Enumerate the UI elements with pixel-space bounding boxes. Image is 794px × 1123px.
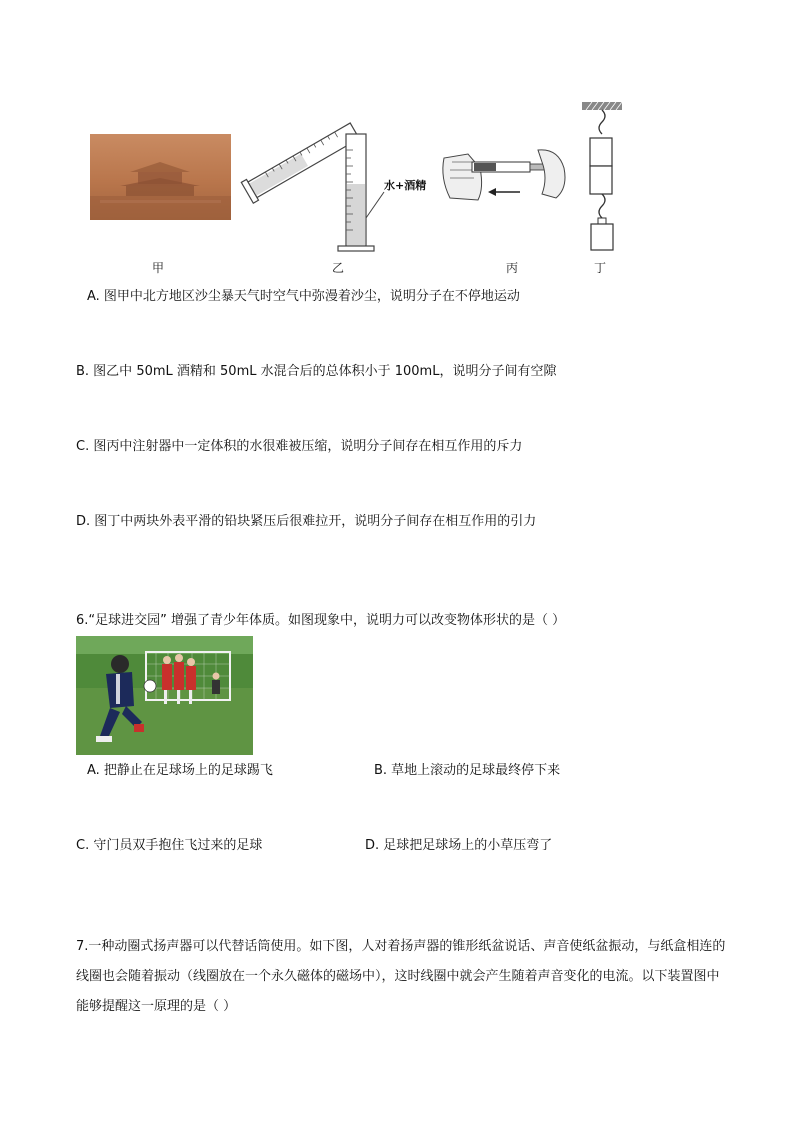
figure-label-ding: 丁 xyxy=(594,261,607,275)
q5-option-c: C. 图丙中注射器中一定体积的水很难被压缩，说明分子间存在相互作用的斥力 xyxy=(76,439,523,454)
q6-option-d: D. 足球把足球场上的小草压弯了 xyxy=(365,838,553,853)
figure-ding-lead-blocks xyxy=(578,100,626,256)
q6-stem: 6.“足球进交园” 增强了青少年体质。如图现象中，说明力可以改变物体形状的是（ ） xyxy=(76,613,566,628)
figure-jia-sandstorm-photo xyxy=(90,134,231,220)
q5-option-a: A. 图甲中北方地区沙尘暴天气时空气中弥漫着沙尘，说明分子在不停地运动 xyxy=(87,289,520,304)
figure-label-jia: 甲 xyxy=(152,261,165,275)
figure-label-bing: 丙 xyxy=(506,261,519,275)
q6-option-c: C. 守门员双手抱住飞过来的足球 xyxy=(76,838,263,853)
figure-label-yi: 乙 xyxy=(332,261,345,275)
q7-stem: 7.一种动圈式扬声器可以代替话筒使用。如下图，人对着扬声器的锥形纸盆说话、声音使纸盆振动，与纸盒相连的线圈也会随着振动（线圈放在一个永久磁体的磁场中），这时线圈中就会产生随着声音变化的电流。以下装置图中能够提醒这一原理的是（ ） xyxy=(76,939,726,1014)
figure-football-photo xyxy=(76,636,253,755)
q6-option-a: A. 把静止在足球场上的足球踢飞 xyxy=(87,763,273,778)
q5-option-b: B. 图乙中 50mL 酒精和 50mL 水混合后的总体积小于 100mL，说明分子间有空隙 xyxy=(76,364,557,379)
figure-bing-syringe xyxy=(438,148,570,206)
q5-option-d: D. 图丁中两块外表平滑的铅块紧压后很难拉开，说明分子间存在相互作用的引力 xyxy=(76,514,537,529)
cylinder-annotation: 水+酒精 xyxy=(384,179,427,192)
q6-option-b: B. 草地上滚动的足球最终停下来 xyxy=(374,763,561,778)
